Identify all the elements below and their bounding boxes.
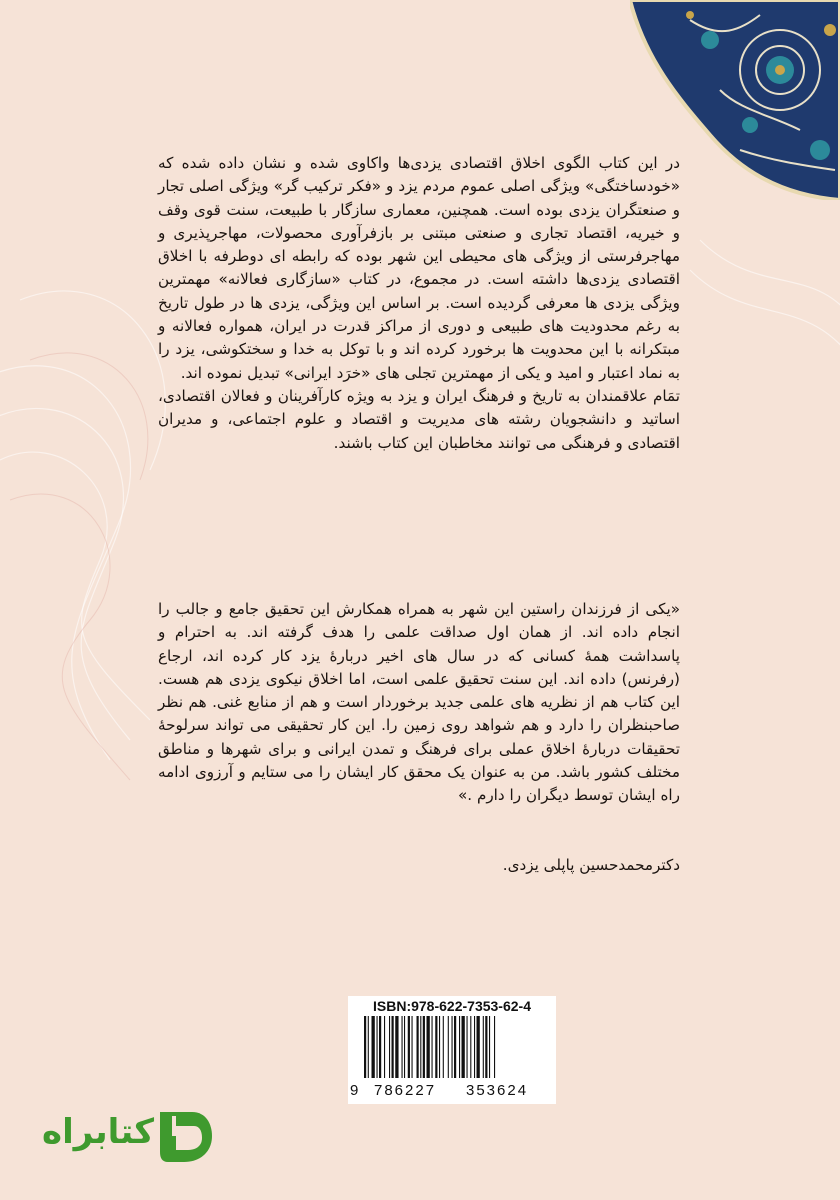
barcode-digits bbox=[348, 1082, 556, 1102]
quote-paragraph: «یکی از فرزندان راستین این شهر به همراه همکارش این تحقیق جامع و جالب را انجام داده اند. از همان اول صداقت علمی را هدف گرفته اند. به احترام و پاسداشت همهٔ کسانی که در سال های اخیر دربارهٔ یزد کار کرده اند، ارجاع (رفرنس) داده اند. این سنت تحقیق علمی است، اما اخلاق نیکوی یزدی هم هست. این کتاب هم از نظریه های علمی جدید برخوردار است و هم از منابع غنی. هم نظر صاحبنظران را دارد و هم شواهد روی زمین را. این کار تحقیقی می تواند سرلوحهٔ تحقیقات دربارهٔ اخلاق عملی برای فرهنگ و تمدن ایرانی و برای شهرها و مناطق مختلف کشور باشد. من به عنوان یک محقق کار ایشان را می ستایم و آرزوی ادامه راه ایشان توسط دیگران را دارم .» bbox=[158, 600, 680, 805]
signature: دکترمحمدحسین پاپلی یزدی. bbox=[502, 856, 680, 874]
barcode-digits-left: 786227 bbox=[374, 1082, 437, 1099]
isbn-label: ISBN:978-622-7353-62-4 bbox=[373, 998, 531, 1014]
main-description bbox=[158, 152, 680, 455]
paragraph-audience: تمَام علاقمندان به تاریخ و فرهنگ ایران و یزد به ویژه کارآفرینان و فعالان اقتصادی، اساتید و دانشجویان رشته های مدیریت و اقتصاد و علوم اجتماعی، و مدیران اقتصادی و فرهنگی می توانند مخاطبان این کتاب باشند. bbox=[158, 386, 680, 452]
barcode-digits-right: 353624 bbox=[466, 1082, 529, 1099]
logo-text: کتابراه bbox=[42, 1112, 155, 1152]
book-leaf-icon bbox=[154, 1106, 218, 1166]
publisher-logo bbox=[42, 1106, 222, 1166]
barcode-icon bbox=[362, 1016, 542, 1080]
barcode-digit-first: 9 bbox=[350, 1082, 359, 1099]
isbn-barcode bbox=[348, 996, 556, 1104]
paragraph-main: در این کتاب الگوی اخلاق اقتصادی یزدی‌ها واکاوی شده و نشان داده شده که «خودساختگی» ویژگی اصلی عموم مردم یزد و «فکر ترکیب گر» ویژگی اصلی تجار و صنعتگران یزدی بوده است. همچنین، معماری سازگار با طبیعت، سنت قوی وقف و خیریه، اقتصاد تجاری و صنعتی مبتنی بر بازفرآوری محصولات، مهاجرپذیری و مهاجرفرستی از ویژگی های محیطی این شهر بوده که رابطه ای دوطرفه با اخلاق اقتصادی یزدی‌ها داشته است. در مجموع، در کتاب «سازگاری فعالانه» مهمترین ویژگی یزدی ها معرفی گردیده است. بر اساس این ویژگی، یزدی ها در طول تاریخ به رغم محدودیت های طبیعی و دوری از مراکز قدرت در ایران، همواره فعالانه و مبتکرانه با این محدویت ها برخورد کرده اند و با توکل به خدا و سختکوشی، یزد را به نماد اعتبار و امید و یکی از مهمترین تجلی های «خرَد ایرانی» تبدیل نموده اند. bbox=[158, 154, 680, 382]
